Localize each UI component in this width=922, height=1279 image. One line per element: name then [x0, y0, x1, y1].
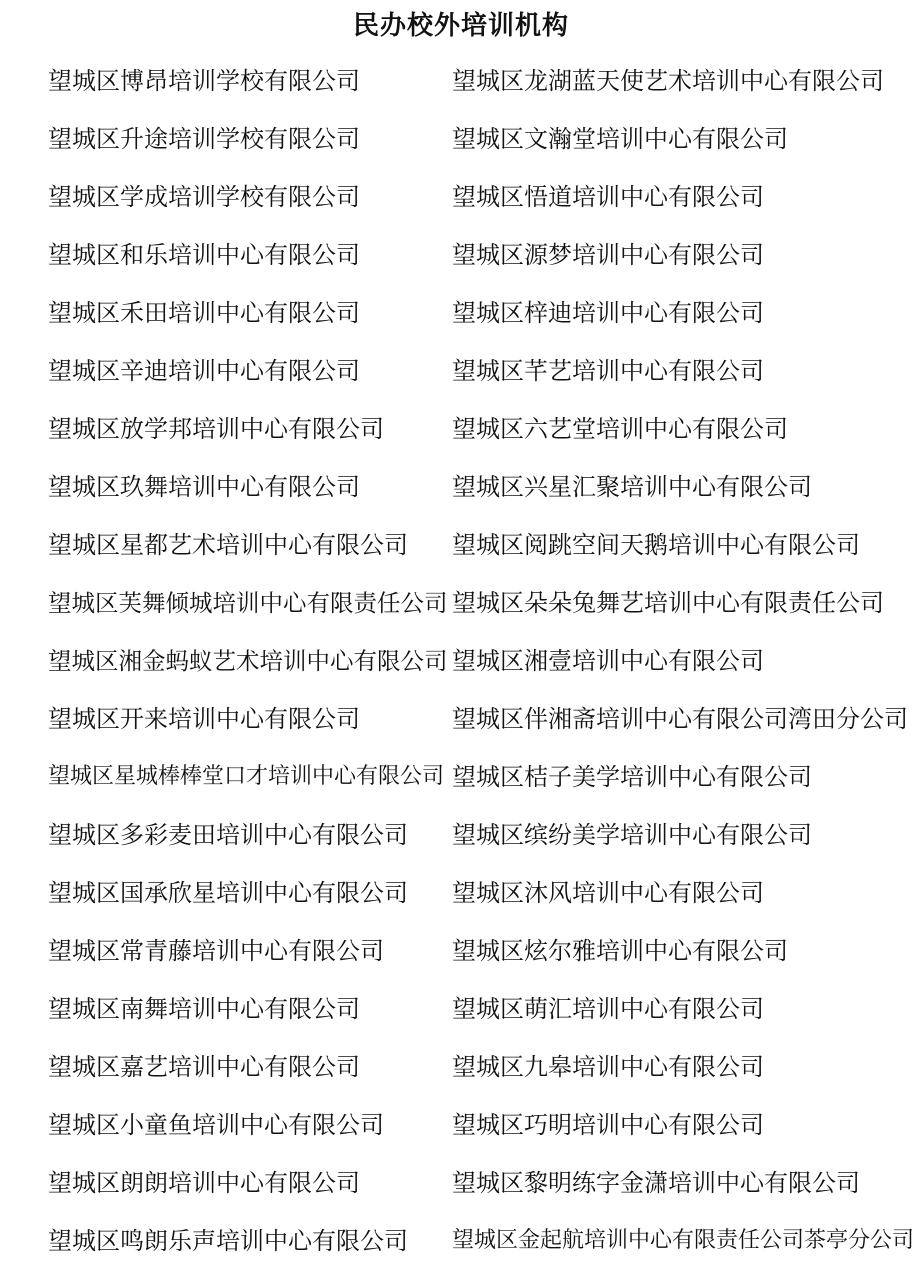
list-item: 望城区湘壹培训中心有限公司 [452, 647, 764, 675]
list-item: 望城区常青藤培训中心有限公司 [48, 937, 384, 965]
list-item: 望城区小童鱼培训中心有限公司 [48, 1111, 384, 1139]
list-item: 望城区金起航培训中心有限责任公司茶亭分公司 [452, 1228, 914, 1253]
list-item: 望城区星城棒棒堂口才培训中心有限公司 [48, 764, 445, 789]
list-item: 望城区星都艺术培训中心有限公司 [48, 531, 408, 559]
list-item: 望城区桔子美学培训中心有限公司 [452, 763, 812, 791]
list-item: 望城区玖舞培训中心有限公司 [48, 473, 360, 501]
list-item: 望城区鸣朗乐声培训中心有限公司 [48, 1227, 408, 1255]
list-item: 望城区龙湖蓝天使艺术培训中心有限公司 [452, 67, 884, 95]
list-item: 望城区缤纷美学培训中心有限公司 [452, 821, 812, 849]
list-item: 望城区禾田培训中心有限公司 [48, 299, 360, 327]
list-item: 望城区伴湘斋培训中心有限公司湾田分公司 [452, 705, 908, 733]
list-item: 望城区炫尔雅培训中心有限公司 [452, 937, 788, 965]
list-item: 望城区国承欣星培训中心有限公司 [48, 879, 408, 907]
list-item: 望城区文瀚堂培训中心有限公司 [452, 125, 788, 153]
right-institution-list [452, 52, 914, 1270]
list-item: 望城区放学邦培训中心有限公司 [48, 415, 384, 443]
list-item: 望城区嘉艺培训中心有限公司 [48, 1053, 360, 1081]
list-item: 望城区朗朗培训中心有限公司 [48, 1169, 360, 1197]
list-item: 望城区开来培训中心有限公司 [48, 705, 360, 733]
list-item: 望城区九皋培训中心有限公司 [452, 1053, 764, 1081]
list-item: 望城区源梦培训中心有限公司 [452, 241, 764, 269]
list-item: 望城区沐风培训中心有限公司 [452, 879, 764, 907]
list-item: 望城区南舞培训中心有限公司 [48, 995, 360, 1023]
list-item: 望城区芙舞倾城培训中心有限责任公司 [48, 589, 448, 617]
list-item: 望城区博昂培训学校有限公司 [48, 67, 360, 95]
list-item: 望城区学成培训学校有限公司 [48, 183, 360, 211]
list-item: 望城区芊艺培训中心有限公司 [452, 357, 764, 385]
list-item: 望城区和乐培训中心有限公司 [48, 241, 360, 269]
page-title: 民办校外培训机构 [352, 11, 569, 41]
list-item: 望城区六艺堂培训中心有限公司 [452, 415, 788, 443]
list-item: 望城区巧明培训中心有限公司 [452, 1111, 764, 1139]
list-item: 望城区萌汇培训中心有限公司 [452, 995, 764, 1023]
list-item: 望城区悟道培训中心有限公司 [452, 183, 764, 211]
list-item: 望城区朵朵兔舞艺培训中心有限责任公司 [452, 589, 884, 617]
list-item: 望城区辛迪培训中心有限公司 [48, 357, 360, 385]
list-item: 望城区升途培训学校有限公司 [48, 125, 360, 153]
list-item: 望城区湘金蚂蚁艺术培训中心有限公司 [48, 647, 448, 675]
list-item: 望城区多彩麦田培训中心有限公司 [48, 821, 408, 849]
list-item: 望城区梓迪培训中心有限公司 [452, 299, 764, 327]
list-item: 望城区阅跳空间天鹅培训中心有限公司 [452, 531, 860, 559]
list-item: 望城区黎明练字金潇培训中心有限公司 [452, 1169, 860, 1197]
left-institution-list [48, 52, 448, 1270]
list-item: 望城区兴星汇聚培训中心有限公司 [452, 473, 812, 501]
